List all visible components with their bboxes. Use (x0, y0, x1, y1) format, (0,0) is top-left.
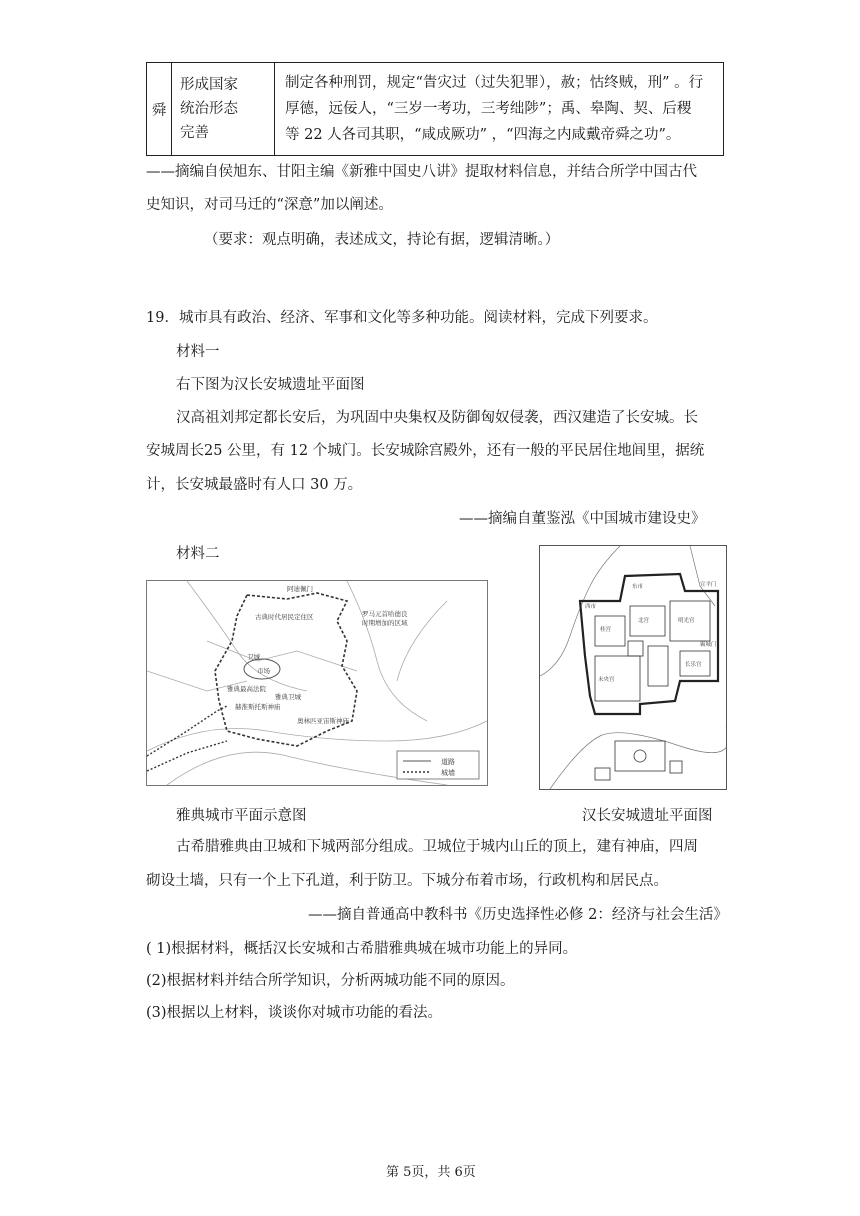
material-1-title: 材料一 (176, 344, 220, 360)
map-label: 赫淮斯托斯神庙 (235, 703, 281, 711)
sub-question-2: (2)根据材料并结合所学知识，分析两城功能不同的原因。 (146, 973, 515, 989)
map-label: 卫城 (247, 653, 260, 661)
content-line: 制定各种刑罚，规定“眚灾过（过失犯罪），赦；怙终贼，刑” 。行 (285, 75, 704, 91)
map-label: 阿迪佩门 (287, 585, 313, 593)
map-label: 雅典卫城 (275, 693, 301, 701)
page-footer: 第 5页，共 6页 (386, 1165, 476, 1180)
material-2-line: 砌设土墙，只有一个上下孔道，利于防卫。下城分布着市场，行政机构和居民点。 (146, 873, 668, 889)
q18-source: ——摘编自侯旭东、甘阳主编《新雅中国史八讲》提取材料信息，并结合所学中国古代 (146, 164, 697, 180)
table-cell-content (275, 63, 724, 156)
map-label: 明光宫 (678, 618, 695, 624)
map-label: 古典时代居民定住区 (255, 613, 314, 621)
map-label: 北宫 (638, 618, 650, 624)
map-label: 桂宫 (600, 627, 612, 633)
map-label: 市场 (257, 667, 270, 675)
sub-question-3: (3)根据以上材料，谈谈你对城市功能的看法。 (146, 1005, 443, 1021)
history-table (146, 62, 724, 156)
material-2-line: 古希腊雅典由卫城和下城两部分组成。卫城位于城内山丘的顶上，建有神庙，四周 (176, 839, 698, 855)
aspect-line: 统治形态 (180, 101, 238, 117)
material-1-source: ——摘编自董鉴泓《中国城市建设史》 (459, 511, 706, 527)
map-label: 东市 (632, 584, 644, 590)
athens-map (146, 580, 488, 786)
map-label: 宣平门 (700, 582, 717, 588)
material-2-title: 材料二 (176, 546, 220, 562)
q19-stem: 19．城市具有政治、经济、军事和文化等多种功能。阅读材料，完成下列要求。 (146, 310, 658, 326)
map-label: 霸城门 (700, 642, 717, 648)
legend-wall: 城墙 (441, 769, 455, 777)
table-cell-aspect (172, 63, 275, 156)
aspect-line: 形成国家 (180, 77, 238, 93)
map-label: 罗马元首哈德良 (362, 610, 408, 618)
content-line: 等 22 人各司其职，“咸成厥功” ，“四海之内咸戴帝舜之功”。 (285, 127, 681, 143)
aspect-line: 完善 (180, 125, 209, 141)
map-label: 时期增加的区域 (362, 619, 408, 627)
changan-map (539, 545, 727, 790)
material-2-source: ——摘自普通高中教科书《历史选择性必修 2：经济与社会生活》 (308, 907, 728, 923)
table-cell-ruler: 舜 (147, 63, 172, 156)
sub-question-1: ( 1)根据材料，概括汉长安城和古希腊雅典城在城市功能上的异同。 (146, 941, 578, 957)
content-line: 厚德，远佞人，“三岁一考功，三考绌陟”；禹、皋陶、契、后稷 (285, 101, 692, 117)
map-label: 未央宫 (598, 677, 615, 683)
changan-map-drawing (540, 546, 726, 789)
material-1-line: 汉高祖刘邦定都长安后，为巩固中央集权及防御匈奴侵袭，西汉建造了长安城。长 (176, 410, 698, 426)
map-label: 西市 (585, 604, 597, 610)
map-label: 奥林匹亚宙斯神庙 (297, 717, 349, 725)
legend-road: 道路 (441, 758, 455, 766)
material-1-line: 安城周长25 公里，有 12 个城门。长安城除宫殿外，还有一般的平民居住地闾里，据统 (146, 443, 705, 459)
q18-source-cont: 史知识，对司马迁的“深意”加以阐述。 (146, 197, 393, 213)
map-label: 雅典最高法院 (227, 685, 266, 693)
athens-map-drawing (147, 581, 487, 785)
q18-requirement: （要求：观点明确，表述成文，持论有据，逻辑清晰。） (204, 232, 560, 248)
material-1-line: 计，长安城最盛时有人口 30 万。 (146, 477, 363, 493)
map-label: 长乐宫 (685, 662, 702, 668)
material-1-line: 右下图为汉长安城遗址平面图 (176, 377, 365, 393)
caption-athens: 雅典城市平面示意图 (176, 808, 307, 824)
caption-changan: 汉长安城遗址平面图 (582, 808, 713, 824)
